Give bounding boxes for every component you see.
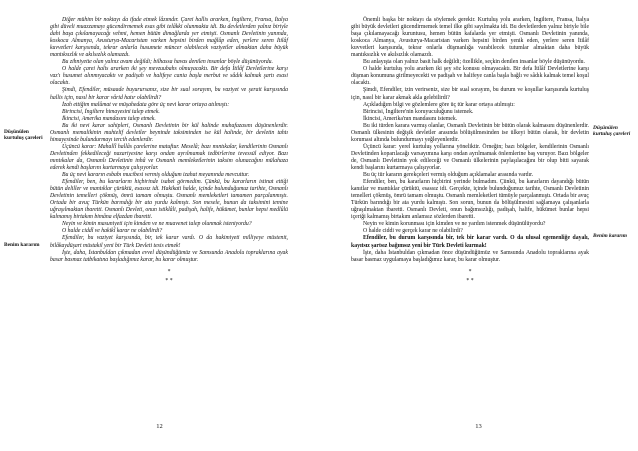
paragraph: Neyin ve kimin masuniyeti için kimden ve ne muavenet talep olunmak isteniyordu? bbox=[62, 221, 252, 228]
paragraph: İşte, daha, İstanbuldan çıkmadan evvel düşündüğümüz ve Samsunda Anadolu topraklarına ayak basar basmaz tatbikatına başladığımız karar, bu karar olmuştur. bbox=[50, 249, 288, 263]
paragraph: Üçüncü karar: yerel kurtuluş yollarına yöneliktir. Örneğin; bazı bölgeler, kendilerinin Osmanlı Devletinden koparılacağı varsayımına karşı ondan ayrılmamak önlemlerine baş vuruyor. Bazı bölgeler de, Osmanlı Devletinin yok edileceği ve Osmanlı ülkelerinin paylaşılacağını bir olup bitti sayarak kendi başlarını kurtarmaya çalışıyorlar. bbox=[351, 143, 589, 171]
paragraph: Bu anlayışta olan yalnız basit halk değildi; özellikle, seçkin denilen insanlar böyle düşünüyordu. bbox=[363, 59, 585, 66]
paragraph: Açıkladığım bilgi ve gözlemlere göre üç tür karar ortaya atılmıştı: bbox=[363, 101, 515, 108]
paragraph: O halde ciddî ve hakikî karar ne olabilirdi? bbox=[62, 228, 163, 235]
right-side-note-2: Benim kararım bbox=[593, 233, 627, 239]
paragraph: O halde kurtuluş yolu ararken iki şey söz konusu olmayacaktı. Bir defa İtilâf Devletlerine karşı düşman konumuna girilmeyecekti ve padişah ve halifeye canla başla bağlı ve sâdık kalmak temel koşul olacaktı. bbox=[351, 66, 589, 87]
paragraph: Efendiler, bu vaziyet karşısında, bir, tek karar vardı. O da hakimiyeti milliyeye müstenit, bilâkaydüşart müstakil yeni bir Türk Devleti tesis etmek! bbox=[50, 235, 288, 249]
paragraph: Bu zihniyette olan yalnız avam değildi; bilhassa havas denilen insanlar böyle düşünüyordu. bbox=[62, 59, 273, 66]
paragraph-bold: Efendiler, bu durum karşısında bir, tek bir karar vardı. O da ulusal egemenliğe dayalı, kayıtsız şartsız bağımsız yeni bir Türk Devleti kurmak! bbox=[351, 235, 589, 249]
left-side-note-1: Düşünülen kurtuluş çareleri bbox=[4, 129, 43, 142]
paragraph: İzah ettiğim malûmat ve müşahedata göre üç nevi karar ortaya atılmıştı: bbox=[62, 101, 230, 108]
paragraph: İşte, daha İstanbuldan çıkmadan önce düşündüğümüz ve Samsunda Anadolu topraklarına ayak basar basmaz uygulamaya başladığımız karar, bu karar olmuştur. bbox=[351, 249, 589, 263]
paragraph: Efendiler, ben, bu kararların hiçbirinde isabet görmedim. Çünkü, bu kararların istinat ettiği bütün deliller ve mantıklar çürüktü, esassız idi. Hakikati halde, içinde bulunduğumuz tarihte, Osmanlı Devletinin temelleri çökmüş, ömrü tamam olmuştu. Osmanlı memleketleri tamamen parçalanmıştı. Ortada bir avuç Türkün barındığı bir ata yurdu kalmıştı. Son mesele, bunun da taksimini temine uğraşılmaktan ibaretti. Osmanlı Devleti, onun istiklâli, padişah, halife, hükümet, bunlar hepsi medlûlü kalmamış birtakım bimâna elfazdan ibaretti. bbox=[50, 179, 288, 221]
paragraph: Bu iki nevi karar sahipleri, Osmanlı Devletinin bir kül halinde muhafazasını düşünenlerdir. Osmanlı memalikinin muhtelif devletler beyninde taksiminden ise kül halinde, bir devletin tahtı himayesinde bulundurmayı tercih edenlerdir. bbox=[50, 122, 288, 143]
paragraph: O halde ciddi ve gerçek karar ne olabilirdi? bbox=[363, 228, 463, 235]
right-text-column bbox=[351, 17, 589, 286]
paragraph: İkincisi, Amerika mandasını talep etmek. bbox=[62, 115, 156, 122]
page-number: 13 bbox=[475, 423, 482, 430]
paragraph: Bu iki türden karara varmış olanlar, Osmanlı Devletinin bir bütün olarak kalmasını düşünenlerdir. Osmanlı ülkesinin değişik devletler arasında bölüşülmesinden ise ülkeyi bütün olarak, bir devletin korumasi altında bulundurmayı yeğleyenlerdir. bbox=[351, 122, 589, 143]
section-separator bbox=[50, 268, 288, 286]
paragraph: Önemli başka bir noktayı da söylemek gerekir. Kurtuluş yolu ararken, İngiltere, Fransa, İtalya gibi büyük devletleri gücendirmemek temel ilke gibi sayılmakta idi. Bu devletlerden yalnız biriyle bile başa çıkılamayacağı kuruntusu, hemen bütün kafalarda yer etmişti. Osmanlı Devletinin yanında, koskoca Almanya, Avusturya-Macaristan varken hepsini birden yenik eden, yerlere seren İtilâf kuvvetleri karşısında, tekrar onlarla düşmanlığa varabilecek tutumlar almaktan daha büyük mantıksızlık ve akılsızlık olamazdı. bbox=[351, 17, 589, 59]
left-text-column bbox=[50, 17, 288, 286]
right-side-note-1: Düşünülen kurtuluş çareleri bbox=[593, 125, 631, 138]
paragraph: O halde çarei halis ararken iki şey mevzuubahs olmuyacaktı. Bir defa İtilâf Devletlerine karşı vaz'ı husumet alınmıyacaktı ve padişah ve halifeye cania başla merbut ve sâdık kalmak şartı esasi olacaktı. bbox=[50, 66, 288, 87]
separator-star: * bbox=[468, 268, 472, 275]
paragraph: Birincisi, İngiltere himayesini talep etmek. bbox=[62, 108, 160, 115]
section-separator bbox=[351, 268, 589, 286]
paragraph: Bu üç nevi kararın esbabı mucibesi vermiş olduğum izahat meyanında mevcuttur. bbox=[62, 172, 250, 179]
separator-stars: * * bbox=[466, 277, 474, 284]
paragraph: Efendiler, ben, bu kararların hiçbirini yerinde bulmadım. Çünkü, bu kararların dayandığı bütün kanıtlar ve mantıklar çürüktü, esassız idi. Gerçekte, içinde bulunduğumuz tarihte, Osmanlı Devletinin temelleri çökmüş, ömrü tamam olmuştu. Osmanlı memleketleri tümüyle parçalanmıştı. Ortada bir avuç Türkün barındığı bir ata yurdu kalmıştı. Son sorun, bunun da bölüşülmesini sağlamaya çalışanlarla uğraşılmaktan ibaretti. Osmanlı Devleti, onun bağımsızlığı, padişah, halife, hükümet bunlar hepsi içeriği kalmamış birtakım anlamsız sözlerden ibaretti. bbox=[351, 179, 589, 221]
paragraph: Diğer mühim bir noktayı da ifade etmek lâzımdır. Çarei hallis ararken, İngiltere, Fransa, İtalya gibi düveli muazzamayı gücendirmemek esas gibi telâkki olunmakta idi. Bu devletlerden yalnız biriyle dahi başa çıkılamayacağı vehmi, hemen bütün dimağlarda yer etmişti. Osmanlı Devletinin yanında, koskoca Almanya, Avusturya-Macaristan varken hepsini birden mağlûp eden, yerlere seren İtilâf kuvvetleri karşısında, tekrar anlarla husumete müncer olabilecek vaziyetler almaktan daha büyük mantıksızlık ve akılsızlık olamazdı. bbox=[50, 17, 288, 59]
paragraph: Şimdi, Efendiler, müsaade buyurursanız, size bir sual sorayım, bu vaziyet ve şerait karşısında hallis için, nasıl bir karar vârid hatır olabilirdi? bbox=[50, 87, 288, 101]
paragraph: Şimdi, Efendiler, izin verirseniz, size bir sual sorayım, bu durum ve koşullar karşısında kurtuluş için, nasıl bir karar akmak akla gelebilirdi? bbox=[351, 87, 589, 101]
left-side-note-2: Benim kararım bbox=[4, 242, 40, 248]
paragraph: İkincisi, Amerika'nın mandasını istemek. bbox=[363, 115, 458, 122]
separator-stars: * * bbox=[165, 277, 173, 284]
paragraph: Neyin ve kimin korunması için kimden ve ne yardım istenmek düşünülüyordu? bbox=[363, 221, 546, 228]
right-page bbox=[319, 0, 638, 451]
separator-star: * bbox=[167, 268, 171, 275]
page-number: 12 bbox=[156, 423, 163, 430]
paragraph: Üçüncü karar: Mahallî hallâs çarelerine matuftur. Meselâ; bazı mıntıkalar, kendilerinin Osmanlı Devletinden fekkedileceği nazariyesine karşı ondan ayrılmamak tedbirlerine tevessül ediyor. Bazı mıntıkalar da, Osmanlı Devletinin inhâ ve Osmanlı memleketlerinin taksim olunacağını mülahaza ederek kendi başlarını kurtarmaya çalışıyorlar. bbox=[50, 143, 288, 171]
paragraph: Bu üç tür kararın gerekçeleri vermiş olduğum açıklamalar arasında vardır. bbox=[363, 172, 534, 179]
paragraph: Birincisi, İngiltere'nin koruyuculuğunu istemek. bbox=[363, 108, 474, 115]
